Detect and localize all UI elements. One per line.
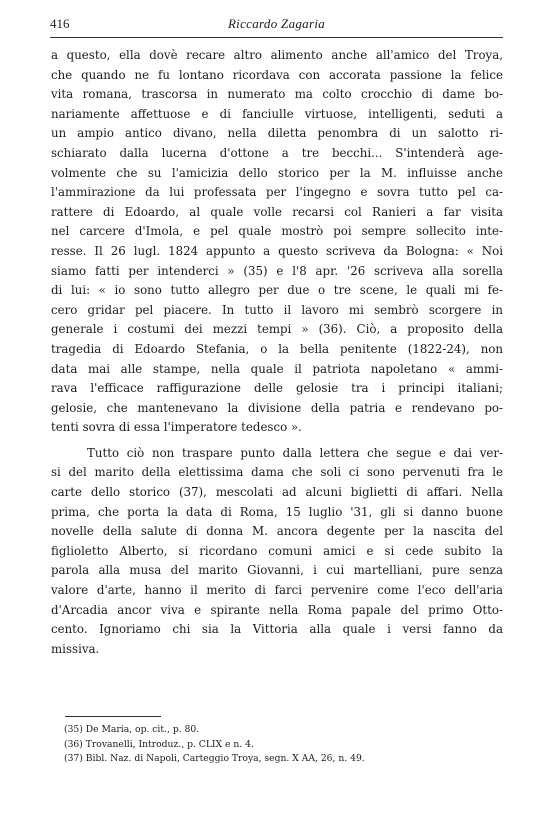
text-line: data mai alle stampe, nella quale il patriota napoletano « ammi- [51, 361, 503, 376]
text-line: gelosie, che mantenevano la divisione della patria e rendevano po- [51, 400, 503, 415]
text-line: volmente che su l'amicizia dello storico per la M. influisse anche [51, 165, 503, 180]
body-text [51, 46, 503, 659]
footnotes [64, 723, 504, 767]
text-line: nariamente affettuose e di fanciulle virtuose, intelligenti, seduti a [51, 106, 503, 121]
text-line: rava l'efficace raffigurazione delle gelosie tra i principi italiani; [51, 381, 503, 396]
text-line: missiva. [51, 641, 100, 656]
text-line: Tutto ciò non traspare punto dalla lettera che segue e dai ver- [87, 445, 503, 460]
footnote-37: (37) Bibl. Naz. di Napoli, Carteggio Troya, segn. X AA, 26, n. 49. [64, 753, 365, 764]
paragraph-1 [51, 46, 503, 438]
text-line: che quando ne fu lontano ricordava con accorata passione la felice [51, 67, 503, 82]
text-line: generale i costumi dei mezzi tempi » (36). Ciò, a proposito della [51, 322, 503, 337]
text-line: l'ammirazione da lui professata per l'ingegno e sovra tutto pel ca- [51, 185, 503, 200]
text-line: nel carcere d'Imola, e pel quale mostrò poi sempre sollecito inte- [51, 224, 503, 239]
text-line: si del marito della elettissima dama che soli ci sono pervenuti fra le [51, 465, 503, 480]
text-line: siamo fatti per intenderci » (35) e l'8 apr. '26 scriveva alla sorella [51, 263, 503, 278]
text-line: tragedia di Edoardo Stefania, o la bella penitente (1822-24), non [51, 341, 503, 356]
text-line: cento. Ignoriamo chi sia la Vittoria alla quale i versi fanno da [51, 622, 503, 637]
text-line: un ampio antico divano, nella diletta penombra di un salotto ri- [51, 126, 503, 141]
text-line: novelle della salute di donna M. ancora degente per la nascita del [51, 524, 503, 539]
paragraph-2 [51, 444, 503, 660]
header-rule [50, 37, 503, 38]
text-line: valore d'arte, hanno il merito di farci pervenire come l'eco dell'aria [51, 583, 503, 598]
text-line: carte dello storico (37), mescolati ad alcuni biglietti di affari. Nella [51, 485, 503, 500]
footnote-36: (36) Trovanelli, Introduz., p. CLIX e n. 4. [64, 738, 254, 750]
running-title: Riccardo Zagaria [227, 16, 326, 31]
text-line: d'Arcadia ancor viva e spirante nella Roma papale del primo Otto- [51, 602, 503, 617]
text-line: cero gridar pel piacere. In tutto il lavoro mi sembrò scorgere in [51, 302, 503, 317]
text-line: resse. Il 26 lugl. 1824 appunto a questo scriveva da Bologna: « Noi [51, 243, 503, 258]
text-line: a questo, ella dovè recare altro alimento anche all'amico del Troya, [51, 48, 503, 62]
text-line: schiarato dalla lucerna d'ottone a tre becchi... S'intenderà age- [51, 145, 503, 160]
text-line: tenti sovra di essa l'imperatore tedesco ». [51, 420, 302, 435]
text-line: rattere di Edoardo, al quale volle recarsi col Ranieri a far visita [51, 204, 503, 219]
page-number: 416 [50, 16, 70, 31]
text-line: figlioletto Alberto, si ricordano comuni amici e si cede subito la [51, 543, 503, 558]
text-line: parola alla musa del marito Giovanni, i cui martelliani, pure senza [51, 563, 503, 578]
text-line: vita romana, trascorsa in numerato ma colto crocchio di dame bo- [51, 87, 503, 102]
footnote-rule [65, 716, 161, 717]
text-line: prima, che porta la data di Roma, 15 luglio '31, gli si danno buone [51, 504, 503, 519]
text-line: di lui: « io sono tutto allegro per due o tre scene, le quali mi fe- [51, 283, 503, 298]
page-header [50, 14, 503, 36]
footnote-35: (35) De Maria, op. cit., p. 80. [64, 724, 200, 735]
